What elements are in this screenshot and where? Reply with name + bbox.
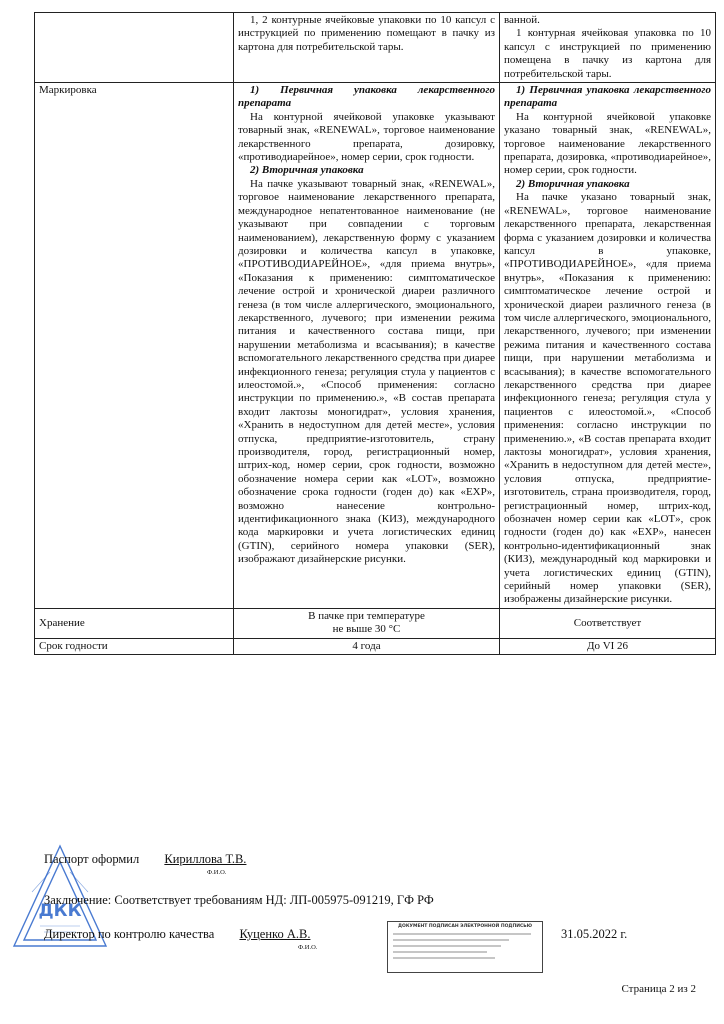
result-cell-shelf-life: До VI 26 — [500, 638, 716, 654]
primary-packaging-text: На контурной ячейковой упаковке указывают товарный знак, «RENEWAL», торговое наименование лекарственного препарата, дозировку, «противодиарейное», номер серии, срок годности. — [238, 110, 495, 164]
secondary-packaging-heading: 2) Вторичная упаковка — [250, 164, 364, 177]
page-number: Страница 2 из 2 — [621, 983, 696, 995]
conclusion-text: Заключение: Соответствует требованиям НД: ЛП-005975-091219, ГФ РФ — [44, 893, 434, 907]
table-row-storage — [35, 608, 716, 638]
passport-name: Кириллова Т.В. — [164, 852, 247, 866]
result-cell-storage: Соответствует — [500, 608, 716, 638]
director-label: Директор по контролю качества — [44, 927, 215, 941]
director-fio: Ф.И.О. — [298, 944, 318, 951]
primary-packaging-heading: 1) Первичная упаковка лекарственного препарата — [504, 84, 711, 110]
passport-label: Паспорт оформил — [44, 852, 140, 866]
spec-cell-marking — [234, 83, 500, 609]
electronic-signature-box — [387, 921, 543, 973]
row-label-storage: Хранение — [35, 608, 234, 638]
passport-fio: Ф.И.О. — [207, 869, 227, 876]
row-label-marking: Маркировка — [35, 83, 234, 609]
primary-packaging-text: На контурной ячейковой упаковке указано товарный знак, «RENEWAL», торговое наименование лекарственного препарата, дозировка, «противодиарейное», номер серии, срок годности. — [504, 110, 711, 177]
secondary-packaging-text: На пачке указывают товарный знак, «RENEWAL», торговое наименование лекарственного препарата, международное непатентованное наименование (не указывают при совпадении с торговым наименованием), лекарственную форму с указанием дозировки и количества капсул в упаковке, «ПРОТИВОДИАРЕЙНОЕ», «для приема внутрь», «Показания к применению: симптоматическое лечение острой и хронической диареи различного генеза (в том числе аллергического, эмоционального, лекарственного, лучевого; при изменении режима питания и качественного состава пищи, при нарушении метаболизма и всасывания); в качестве вспомогательного лекарственного средства при диарее инфекционного генеза; регуляция стула у пациентов с илеостомой.», «Способ применения: согласно инструкции по применению.», «В состав препарата входит лактозы моногидрат», условия хранения, «Хранить в недоступном для детей месте», условия отпуска, предприятие-изготовитель, страну производителя, город, регистрационный номер, штрих-код, номер серии, срок годности, возможно обозначение номера серии как «LOT», возможно обозначение срока годности (годен до) как «EXP», возможно нанесение контрольно-идентификационного знака (КИЗ), международного кода маркировки и учета логистических единиц (GTIN), серийного номера упаковки (SER), изображают дизайнерские рисунки. — [238, 177, 495, 566]
table-row-packaging — [35, 13, 716, 83]
spec-cell-shelf-life: 4 года — [234, 638, 500, 654]
secondary-packaging-heading: 2) Вторичная упаковка — [516, 177, 630, 190]
primary-packaging-heading: 1) Первичная упаковка лекарственного препарата — [238, 84, 495, 110]
director-name: Куценко А.В. — [239, 927, 311, 941]
passport-line — [44, 852, 246, 867]
result-cell: ванной. 1 контурная ячейковая упаковка по 10 капсул с инструкцией по применению помещена в пачку из картона для потребительской тары. — [500, 13, 716, 83]
row-label-shelf-life: Срок годности — [35, 638, 234, 654]
spec-cell-storage: В пачке при температуре не выше 30 °С — [234, 608, 500, 638]
director-line — [44, 927, 310, 942]
spec-cell: 1, 2 контурные ячейковые упаковки по 10 капсул с инструкцией по применению помещают в пачку из картона для потребительской тары. — [234, 13, 500, 83]
secondary-packaging-text: На пачке указано товарный знак, «RENEWAL», торговое наименование лекарственного препарата, лекарственная форма с указанием дозировки и количества капсул в упаковке, «ПРОТИВОДИАРЕЙНОЕ», «для приема внутрь», «Показания к применению: симптоматическое лечение острой и хронической диареи различного генеза (в том числе аллергического, эмоционального, лекарственного, лучевого; при изменении режима питания и качественного состава пищи, при нарушении метаболизма и всасывания); в качестве вспомогательного лекарственного средства при диарее инфекционного генеза; регуляция стула у пациентов с илеостомой.», «Способ применения: согласно инструкции по применению.», «В состав препарата входит лактозы моногидрат», условия хранения, «Хранить в недоступном для детей месте», условия отпуска, предприятие-изготовитель, страна производителя, город, регистрационный номер, штрих-код, обозначен номер серии как «LOT», срок годности (годен до) как «EXP», нанесен контрольно-идентификационный знак (КИЗ), международный код маркировки и учета логистических единиц (GTIN), серийный номер упаковки (SER), изображены дизайнерские рисунки. — [504, 191, 711, 606]
table-row-shelf-life — [35, 638, 716, 654]
specification-table — [34, 12, 716, 655]
svg-text:ДКК: ДКК — [38, 901, 82, 921]
row-label — [35, 13, 234, 83]
signature-title: ДОКУМЕНТ ПОДПИСАН ЭЛЕКТРОННОЙ ПОДПИСЬЮ — [397, 924, 532, 929]
signature-details — [391, 930, 539, 964]
signature-date: 31.05.2022 г. — [561, 927, 628, 941]
table-row-marking — [35, 83, 716, 609]
result-cell-marking — [500, 83, 716, 609]
